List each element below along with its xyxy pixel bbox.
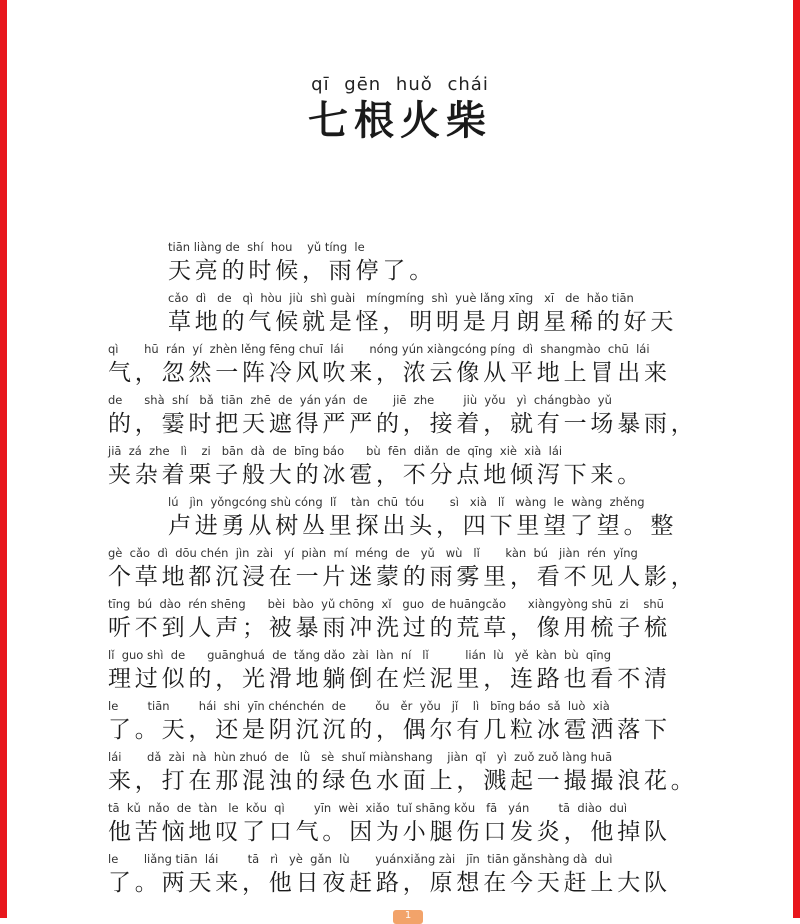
text-line xyxy=(108,799,708,850)
text-line xyxy=(108,391,708,442)
line-pinyin: le liǎng tiān lái tā rì yè gǎn lù yuánxiǎng zài jīn tiān gǎnshàng dà duì xyxy=(108,852,613,866)
text-line xyxy=(108,595,708,646)
line-pinyin: qì hū rán yí zhèn lěng fēng chuī lái nóng yún xiàngcóng píng dì shangmào chū lái xyxy=(108,342,650,356)
line-text: 个草地都沉浸在一片迷蒙的雨雾里，看不见人影， xyxy=(108,564,698,590)
line-pinyin: lái dǎ zài nà hùn zhuó de lǜ sè shuǐ miànshang jiàn qǐ yì zuǒ zuǒ làng huā xyxy=(108,750,613,764)
line-text: 的，霎时把天遮得严严的，接着，就有一场暴雨， xyxy=(108,411,698,437)
text-line xyxy=(108,340,708,391)
line-text: 卢进勇从树丛里探出头，四下里望了望。整 xyxy=(168,513,678,539)
line-text: 了。两天来，他日夜赶路，原想在今天赶上大队 xyxy=(108,870,671,896)
line-pinyin: tā kǔ nǎo de tàn le kǒu qì yīn wèi xiǎo tuǐ shāng kǒu fā yán tā diào duì xyxy=(108,801,628,815)
line-text: 草地的气候就是怪，明明是月朗星稀的好天 xyxy=(168,309,678,335)
story-body xyxy=(108,238,708,901)
title-block xyxy=(0,74,800,144)
line-pinyin: jiā zá zhe lì zi bān dà de bīng báo bù fēn diǎn de qīng xiè xià lái xyxy=(108,444,563,458)
line-pinyin: de shà shí bǎ tiān zhē de yán yán de jiē zhe jiù yǒu yì chángbào yǔ xyxy=(108,393,612,407)
line-pinyin: tīng bú dào rén shēng bèi bào yǔ chōng xǐ guo de huāngcǎo xiàngyòng shū zi shū xyxy=(108,597,664,611)
page-number-badge: 1 xyxy=(393,910,423,924)
line-text: 理过似的，光滑地躺倒在烂泥里，连路也看不清 xyxy=(108,666,671,692)
line-text: 来，打在那混浊的绿色水面上，溅起一撮撮浪花。 xyxy=(108,768,698,794)
line-text: 天亮的时候，雨停了。 xyxy=(168,258,436,284)
text-line xyxy=(108,748,708,799)
line-pinyin: cǎo dì de qì hòu jiù shì guài míngmíng shì yuè lǎng xīng xī de hǎo tiān xyxy=(168,291,634,305)
text-line xyxy=(108,646,708,697)
text-line xyxy=(108,544,708,595)
text-line xyxy=(108,442,708,493)
line-pinyin: gè cǎo dì dōu chén jìn zài yí piàn mí méng de yǔ wù lǐ kàn bú jiàn rén yǐng xyxy=(108,546,638,560)
text-line xyxy=(108,238,708,289)
line-pinyin: lú jìn yǒngcóng shù cóng lǐ tàn chū tóu sì xià lǐ wàng le wàng zhěng xyxy=(168,495,645,509)
text-line xyxy=(108,850,708,901)
title-pinyin: qī gēn huǒ chái xyxy=(311,74,489,95)
line-text: 了。天，还是阴沉沉的，偶尔有几粒冰雹洒落下 xyxy=(108,717,671,743)
line-pinyin: le tiān hái shi yīn chénchén de ǒu ěr yǒu jǐ lì bīng báo sǎ luò xià xyxy=(108,699,610,713)
line-text: 他苦恼地叹了口气。因为小腿伤口发炎，他掉队 xyxy=(108,819,671,845)
page-title: 七根火柴 xyxy=(308,98,492,144)
line-text: 气，忽然一阵冷风吹来，浓云像从平地上冒出来 xyxy=(108,360,671,386)
line-text: 听不到人声；被暴雨冲洗过的荒草，像用梳子梳 xyxy=(108,615,671,641)
line-text: 夹杂着栗子般大的冰雹，不分点地倾泻下来。 xyxy=(108,462,644,488)
line-pinyin: tiān liàng de shí hou yǔ tíng le xyxy=(168,240,365,254)
text-line xyxy=(108,289,708,340)
line-pinyin: lǐ guo shì de guānghuá de tǎng dǎo zài làn ní lǐ lián lù yě kàn bù qīng xyxy=(108,648,612,662)
text-line xyxy=(108,493,708,544)
text-line xyxy=(108,697,708,748)
